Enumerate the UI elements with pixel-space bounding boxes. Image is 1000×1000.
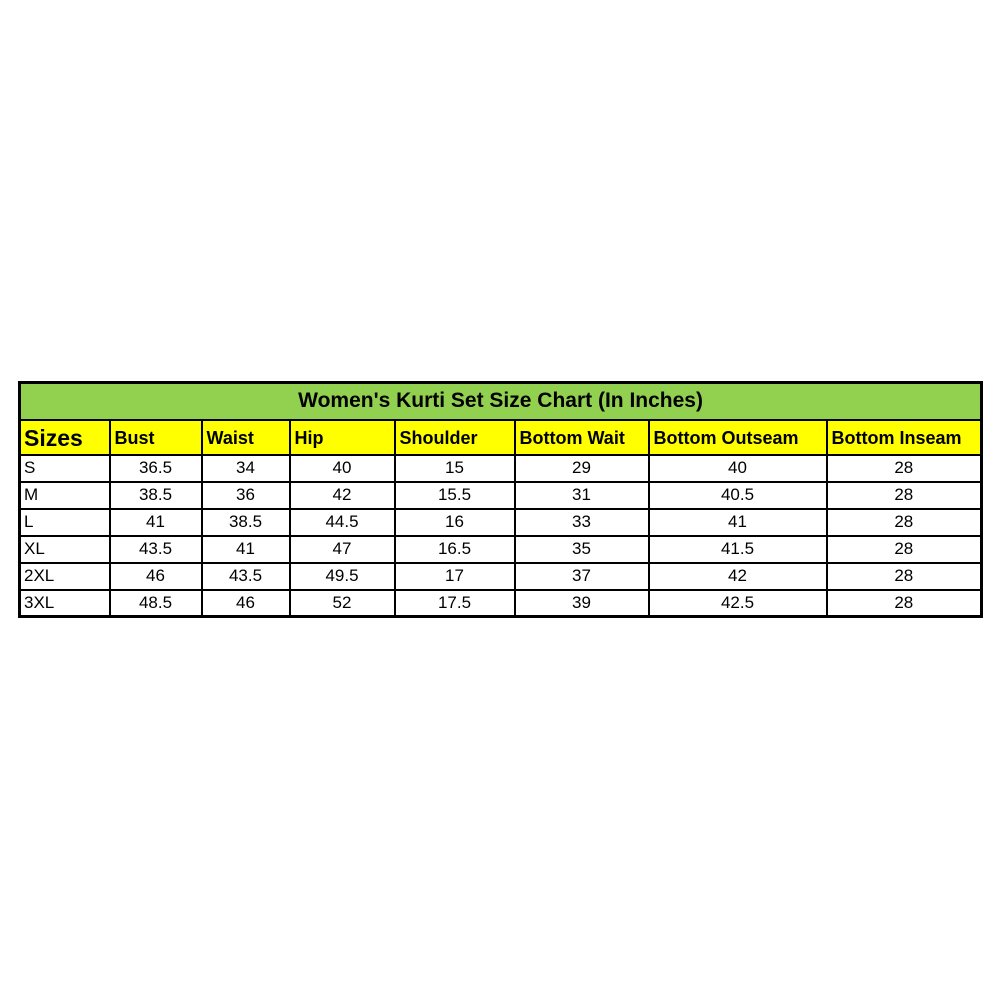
measurement-cell: 44.5: [290, 509, 395, 536]
column-header-row: [20, 420, 982, 455]
table-row-size-2xl: [20, 563, 982, 590]
measurement-cell: 40.5: [649, 482, 827, 509]
measurement-cell: 38.5: [202, 509, 290, 536]
measurement-cell: 41: [202, 536, 290, 563]
column-header-bottom-wait: Bottom Wait: [515, 420, 649, 455]
column-header-hip: Hip: [290, 420, 395, 455]
measurement-cell: 49.5: [290, 563, 395, 590]
measurement-cell: 42: [649, 563, 827, 590]
measurement-cell: 40: [649, 455, 827, 482]
measurement-cell: 28: [827, 509, 982, 536]
measurement-cell: 43.5: [202, 563, 290, 590]
size-label-cell: XL: [20, 536, 110, 563]
table-row-size-s: [20, 455, 982, 482]
column-header-bottom-outseam: Bottom Outseam: [649, 420, 827, 455]
measurement-cell: 28: [827, 455, 982, 482]
size-chart-body: [20, 455, 982, 617]
measurement-cell: 28: [827, 482, 982, 509]
measurement-cell: 42.5: [649, 590, 827, 617]
measurement-cell: 34: [202, 455, 290, 482]
measurement-cell: 28: [827, 563, 982, 590]
measurement-cell: 31: [515, 482, 649, 509]
measurement-cell: 41.5: [649, 536, 827, 563]
measurement-cell: 38.5: [110, 482, 202, 509]
measurement-cell: 43.5: [110, 536, 202, 563]
measurement-cell: 36: [202, 482, 290, 509]
measurement-cell: 47: [290, 536, 395, 563]
measurement-cell: 39: [515, 590, 649, 617]
table-row-size-m: [20, 482, 982, 509]
measurement-cell: 37: [515, 563, 649, 590]
measurement-cell: 16: [395, 509, 515, 536]
column-header-waist: Waist: [202, 420, 290, 455]
measurement-cell: 35: [515, 536, 649, 563]
measurement-cell: 41: [110, 509, 202, 536]
measurement-cell: 28: [827, 536, 982, 563]
table-row-size-l: [20, 509, 982, 536]
measurement-cell: 16.5: [395, 536, 515, 563]
size-label-cell: S: [20, 455, 110, 482]
measurement-cell: 36.5: [110, 455, 202, 482]
measurement-cell: 41: [649, 509, 827, 536]
measurement-cell: 46: [110, 563, 202, 590]
measurement-cell: 40: [290, 455, 395, 482]
size-label-cell: M: [20, 482, 110, 509]
measurement-cell: 48.5: [110, 590, 202, 617]
table-row-size-3xl: [20, 590, 982, 617]
size-label-cell: 2XL: [20, 563, 110, 590]
column-header-bust: Bust: [110, 420, 202, 455]
size-chart-table: [18, 381, 983, 618]
column-header-shoulder: Shoulder: [395, 420, 515, 455]
measurement-cell: 28: [827, 590, 982, 617]
size-label-cell: 3XL: [20, 590, 110, 617]
table-title: Women's Kurti Set Size Chart (In Inches): [20, 383, 982, 420]
table-title-row: [20, 383, 982, 420]
column-header-bottom-inseam: Bottom Inseam: [827, 420, 982, 455]
measurement-cell: 15: [395, 455, 515, 482]
measurement-cell: 46: [202, 590, 290, 617]
measurement-cell: 33: [515, 509, 649, 536]
measurement-cell: 17: [395, 563, 515, 590]
measurement-cell: 15.5: [395, 482, 515, 509]
measurement-cell: 29: [515, 455, 649, 482]
measurement-cell: 17.5: [395, 590, 515, 617]
size-label-cell: L: [20, 509, 110, 536]
table-row-size-xl: [20, 536, 982, 563]
measurement-cell: 52: [290, 590, 395, 617]
measurement-cell: 42: [290, 482, 395, 509]
column-header-sizes: Sizes: [20, 420, 110, 455]
